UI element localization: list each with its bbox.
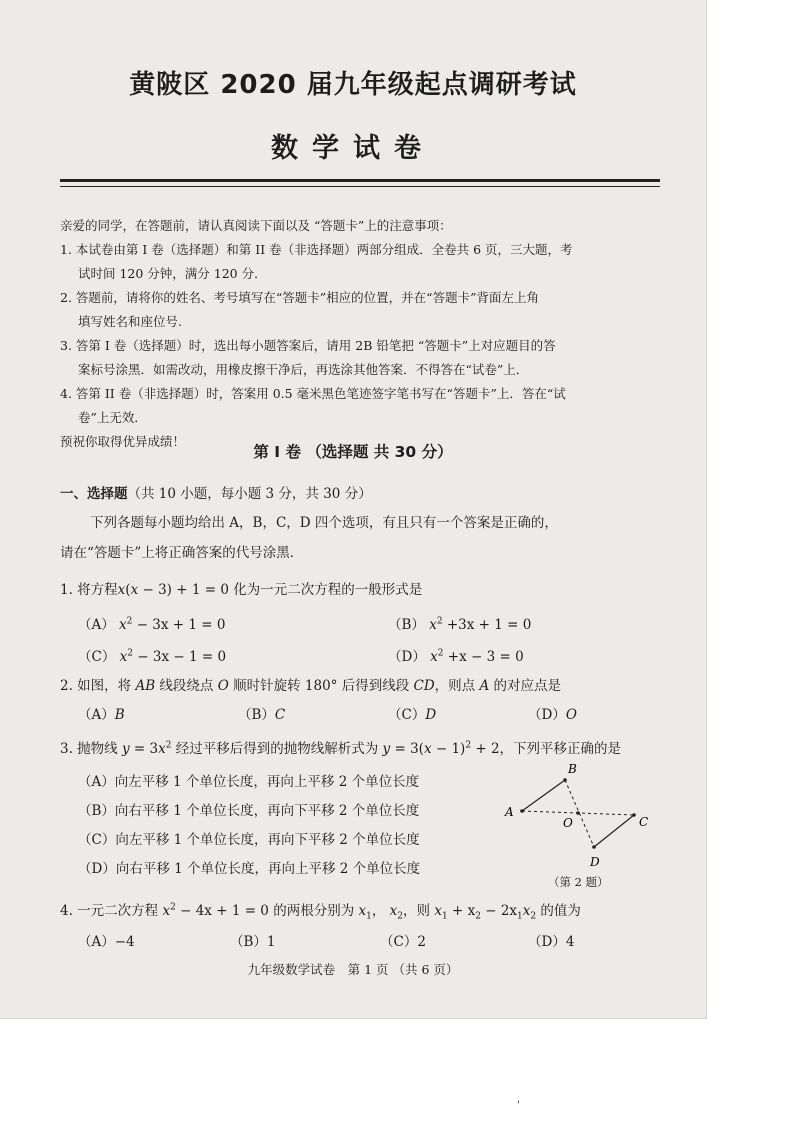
q4-prod-x2-sub: 2 [530,911,537,922]
q4-option-d-label: （D） [528,934,566,950]
q2-option-b-value: C [274,707,286,723]
q2-point-o: O [217,678,229,694]
q1-option-a-label: （A） [78,617,115,633]
q1-option-d-pow: 2 [437,648,444,659]
q1-text-b: 化为一元二次方程的一般形式是 [228,582,423,598]
point-b [563,778,567,782]
exam-subtitle: 数学试卷 [271,133,435,164]
q4-option-d [528,930,574,950]
header-rule-thin [60,186,660,187]
q4-root2: x [389,903,398,919]
instructions-intro: 亲爱的同学，在答题前，请认真阅读下面以及 “答题卡”上的注意事项： [60,218,452,233]
q1-option-b-pow: 2 [436,616,443,627]
q4-text-5: 的值为 [536,903,581,919]
q3-text-1: 3. 抛物线 [60,741,122,757]
q4-text-3: ， [371,903,390,919]
q1-option-c [78,645,226,665]
q3-expr1-pow: 2 [165,740,172,751]
q2-option-d-label: （D） [528,707,566,723]
part-description-line-1: 下列各题每小题均给出 A，B，C，D 四个选项，有且只有一个答案是正确的， [90,515,558,531]
figure-caption: （第 2 题） [548,875,609,889]
part-info: （共 10 小题，每小题 3 分，共 30 分） [127,486,372,502]
q2-option-c-value: D [425,707,437,723]
q4-prod-x2: x [522,903,531,919]
q4-sum-x2-sub: 2 [475,911,481,922]
question-3 [60,737,621,757]
q4-option-c [380,930,426,950]
q3-expr2-y: y [382,741,391,757]
scan-speck: ' [517,1100,520,1111]
q2-option-d [528,703,577,723]
q4-option-b [230,930,276,950]
q4-option-b-label: （B） [230,934,267,950]
q4-root1-sub: 1 [366,911,372,922]
q2-option-a-label: （A） [78,707,115,723]
q4-sum-x1: x [434,903,442,919]
label-a: A [505,805,514,819]
q3-option-c: （C）向左平移 1 个单位长度，再向下平移 2 个单位长度 [78,832,420,848]
label-b: B [568,762,577,776]
instruction-2-line-2: 填写姓名和座位号. [78,314,182,329]
q4-option-a-value: −4 [114,934,135,950]
q4-root2-sub: 2 [397,911,404,922]
q4-option-a-label: （A） [78,934,115,950]
page-footer: 九年级数学试卷 第 1 页 （共 6 页） [247,962,459,977]
q2-option-a [78,703,125,723]
q3-expr1-y: y [121,741,130,757]
instructions-closing: 预祝你取得优异成绩！ [60,434,186,449]
segment-cd [594,815,634,847]
instruction-1-line-2: 试时间 120 分钟，满分 120 分． [78,266,267,281]
part-description-line-2: 请在“答题卡”上将正确答案的代号涂黑． [60,545,304,561]
q2-point-a: A [479,678,490,694]
q3-expr2-shift: − 1) [431,741,466,757]
q4-text-1: 4. 一元二次方程 [60,903,163,919]
section-title: 第 I 卷 （选择题 共 30 分） [253,443,453,461]
q4-text-2: 的两根分别为 [268,903,359,919]
q3-expr2-x: x [423,741,432,757]
q1-option-c-var: x [119,649,128,665]
q3-text-2: 经过平移后得到的抛物线解析式为 [171,741,383,757]
instruction-1-line-1: 1. 本试卷由第 I 卷（选择题）和第 II 卷（非选择题）两部分组成．全卷共 6 页，三大题，考 [60,242,573,257]
q2-text-2: 线段绕点 [155,678,218,694]
instruction-2-line-1: 2. 答题前，请将你的姓名、考号填写在“答题卡”相应的位置，并在“答题卡”背面左上角 [60,290,539,305]
point-c [632,813,636,817]
question-2 [60,674,561,694]
q3-text-3: ，下列平移正确的是 [499,741,622,757]
q2-option-c-label: （C） [388,707,426,723]
q1-option-b-var: x [429,617,437,633]
q4-option-c-value: 2 [417,934,426,950]
part-name: 一、选择题 [60,486,128,502]
q3-expr1-x: x [158,741,166,757]
q3-expr1-coef: = 3 [129,741,159,757]
q1-option-b-label: （B） [388,617,425,633]
q4-option-d-value: 4 [565,934,575,950]
label-d: D [590,855,600,869]
instruction-3-line-1: 3. 答第 I 卷（选择题）时，选出每小题答案后，请用 2B 铅笔把 “答题卡”上对应题目的答 [60,338,556,353]
q1-option-a-pow: 2 [126,616,133,627]
q2-option-b-label: （B） [238,707,275,723]
segment-ab [522,780,565,811]
q2-option-d-value: O [565,707,577,723]
question-4 [60,899,581,922]
instruction-4-line-1: 4. 答第 II 卷（非选择题）时，答案用 0.5 毫米黑色笔迹签字笔书写在“答题卡”上．答在“试 [60,386,566,401]
q1-option-b-rest: +3x + 1 = 0 [442,617,532,633]
q1-option-d-label: （D） [388,649,426,665]
exam-title: 黄陂区 2020 届九年级起点调研考试 [129,70,577,100]
q1-option-c-label: （C） [78,649,116,665]
q2-segment-cd: CD [413,678,435,694]
q2-segment-ab: AB [135,678,156,694]
q1-option-d-rest: +x − 3 = 0 [443,649,524,665]
q2-option-a-value: B [114,707,125,723]
q4-option-a [78,930,135,950]
q1-option-d [388,645,524,665]
q2-option-c [388,703,436,723]
q2-text-5: 的对应点是 [489,678,561,694]
point-o [576,811,580,815]
q1-option-a [78,613,225,633]
q2-option-b [238,703,285,723]
q4-root1: x [358,903,367,919]
q2-text-1: 2. 如图，将 [60,678,136,694]
q4-option-c-label: （C） [380,934,418,950]
q1-expr-x: x [117,582,126,598]
q4-prod-x1-sub: 1 [517,911,523,922]
q1-text-a: 1. 将方程 [60,582,118,598]
q4-expr-pow: 2 [170,902,176,913]
q1-option-b [388,613,531,633]
q3-expr2-const: + 2 [471,741,500,757]
q4-sum-x1-sub: 1 [441,911,448,922]
q3-option-a: （A）向左平移 1 个单位长度，再向上平移 2 个单位长度 [78,774,420,790]
q3-option-b: （B）向右平移 1 个单位长度，再向下平移 2 个单位长度 [78,803,420,819]
q2-text-3: 顺时针旋转 180° 后得到线段 [228,678,414,694]
instructions [60,214,660,454]
q1-expr-rest: − 3) + 1 = 0 [138,582,229,598]
instruction-3-line-2: 案标号涂黑．如需改动，用橡皮擦干净后，再选涂其他答案．不得答在“试卷”上． [78,362,529,377]
q1-expr-x2: x [130,582,139,598]
header-rule-thick [60,179,660,182]
point-a [520,809,524,813]
point-d [592,845,596,849]
q4-option-b-value: 1 [266,934,276,950]
q2-text-4: ，则点 [434,678,480,694]
q4-sum-x2: + x [447,903,476,919]
q3-expr2-coef: = 3( [390,741,424,757]
q4-prod-x1: − 2x [480,903,518,919]
q4-expr-x: x [162,903,171,919]
q1-expr-paren: ( [125,582,131,598]
q1-option-d-var: x [430,649,438,665]
q4-expr-rest: − 4x + 1 = 0 [175,903,269,919]
question-1 [60,578,422,598]
part-heading [60,482,372,502]
instruction-4-line-2: 卷”上无效． [78,410,147,425]
q1-option-a-rest: − 3x + 1 = 0 [132,617,226,633]
q1-option-a-var: x [119,617,127,633]
label-c: C [639,815,649,829]
q4-text-4: ，则 [403,903,435,919]
q1-option-c-rest: − 3x − 1 = 0 [133,649,227,665]
q1-option-c-pow: 2 [127,648,133,659]
part-description [60,508,660,568]
q3-option-d: （D）向右平移 1 个单位长度，再向上平移 2 个单位长度 [78,861,421,877]
q3-expr2-pow: 2 [465,740,472,751]
label-o: O [563,816,573,830]
